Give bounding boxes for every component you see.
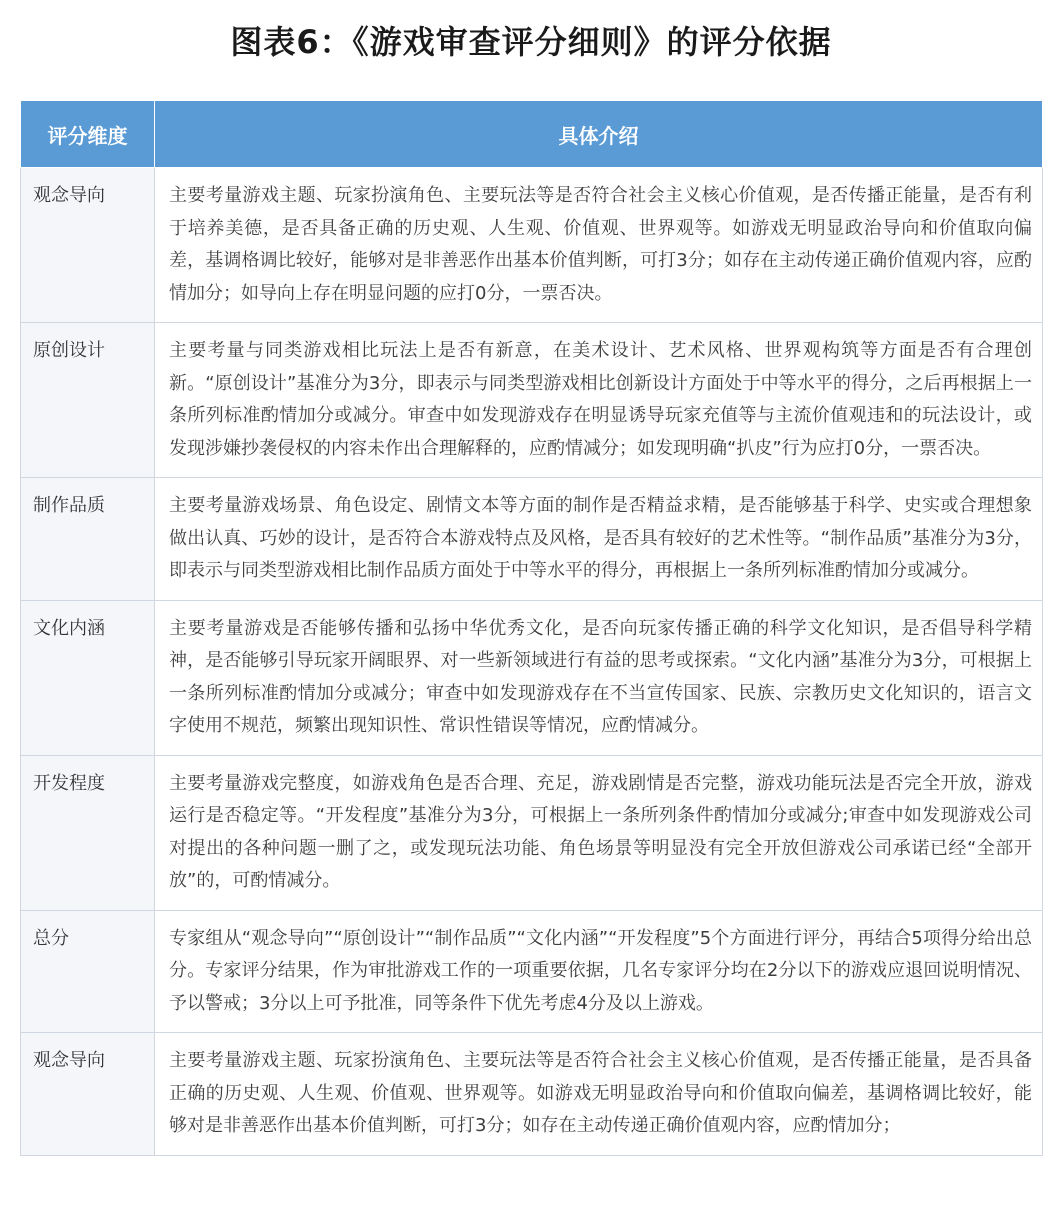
table-row	[21, 478, 1043, 601]
table-row	[21, 168, 1043, 323]
table-row	[21, 910, 1043, 1033]
header-description: 具体介绍	[155, 101, 1043, 168]
table-row	[21, 323, 1043, 478]
row-description: 主要考量游戏主题、玩家扮演角色、主要玩法等是否符合社会主义核心价值观，是否传播正能量，是否具备正确的历史观、人生观、价值观、世界观等。如游戏无明显政治导向和价值取向偏差，基调格调比较好，能够对是非善恶作出基本价值判断，可打3分；如存在主动传递正确价值观内容，应酌情加分；	[155, 1033, 1043, 1156]
table-header-row	[21, 101, 1043, 168]
page-title: 图表6：《游戏审查评分细则》的评分依据	[230, 23, 832, 61]
table-row	[21, 755, 1043, 910]
row-description: 主要考量游戏场景、角色设定、剧情文本等方面的制作是否精益求精，是否能够基于科学、史实或合理想象做出认真、巧妙的设计，是否符合本游戏特点及风格，是否具有较好的艺术性等。“制作品质”基准分为3分，即表示与同类型游戏相比制作品质方面处于中等水平的得分，再根据上一条所列标准酌情加分或减分。	[155, 478, 1043, 601]
row-dimension: 文化内涵	[21, 600, 155, 755]
table-row	[21, 600, 1043, 755]
row-dimension: 观念导向	[21, 168, 155, 323]
row-dimension: 制作品质	[21, 478, 155, 601]
row-description: 专家组从“观念导向”“原创设计”“制作品质”“文化内涵”“开发程度”5个方面进行评分，再结合5项得分给出总分。专家评分结果，作为审批游戏工作的一项重要依据，几名专家评分均在2分以下的游戏应退回说明情况、予以警戒；3分以上可予批准，同等条件下优先考虑4分及以上游戏。	[155, 910, 1043, 1033]
row-dimension: 开发程度	[21, 755, 155, 910]
row-description: 主要考量游戏主题、玩家扮演角色、主要玩法等是否符合社会主义核心价值观，是否传播正能量，是否有利于培养美德，是否具备正确的历史观、人生观、价值观、世界观等。如游戏无明显政治导向和价值取向偏差，基调格调比较好，能够对是非善恶作出基本价值判断，可打3分；如存在主动传递正确价值观内容，应酌情加分；如导向上存在明显问题的应打0分，一票否决。	[155, 168, 1043, 323]
row-dimension: 观念导向	[21, 1033, 155, 1156]
header-dimension: 评分维度	[21, 101, 155, 168]
row-description: 主要考量游戏完整度，如游戏角色是否合理、充足，游戏剧情是否完整，游戏功能玩法是否完全开放，游戏运行是否稳定等。“开发程度”基准分为3分，可根据上一条所列条件酌情加分或减分;审查中如发现游戏公司对提出的各种问题一删了之，或发现玩法功能、角色场景等明显没有完全开放但游戏公司承诺已经“全部开放”的，可酌情减分。	[155, 755, 1043, 910]
row-dimension: 总分	[21, 910, 155, 1033]
table-row	[21, 1033, 1043, 1156]
row-description: 主要考量游戏是否能够传播和弘扬中华优秀文化，是否向玩家传播正确的科学文化知识，是否倡导科学精神，是否能够引导玩家开阔眼界、对一些新领域进行有益的思考或探索。“文化内涵”基准分为3分，可根据上一条所列标准酌情加分或减分；审查中如发现游戏存在不当宣传国家、民族、宗教历史文化知识的，语言文字使用不规范，频繁出现知识性、常识性错误等情况，应酌情减分。	[155, 600, 1043, 755]
row-dimension: 原创设计	[21, 323, 155, 478]
row-description: 主要考量与同类游戏相比玩法上是否有新意，在美术设计、艺术风格、世界观构筑等方面是否有合理创新。“原创设计”基准分为3分，即表示与同类型游戏相比创新设计方面处于中等水平的得分，之后再根据上一条所列标准酌情加分或减分。审查中如发现游戏存在明显诱导玩家充值等与主流价值观违和的玩法设计，或发现涉嫌抄袭侵权的内容未作出合理解释的，应酌情减分；如发现明确“扒皮”行为应打0分，一票否决。	[155, 323, 1043, 478]
scoring-table	[20, 100, 1043, 1156]
